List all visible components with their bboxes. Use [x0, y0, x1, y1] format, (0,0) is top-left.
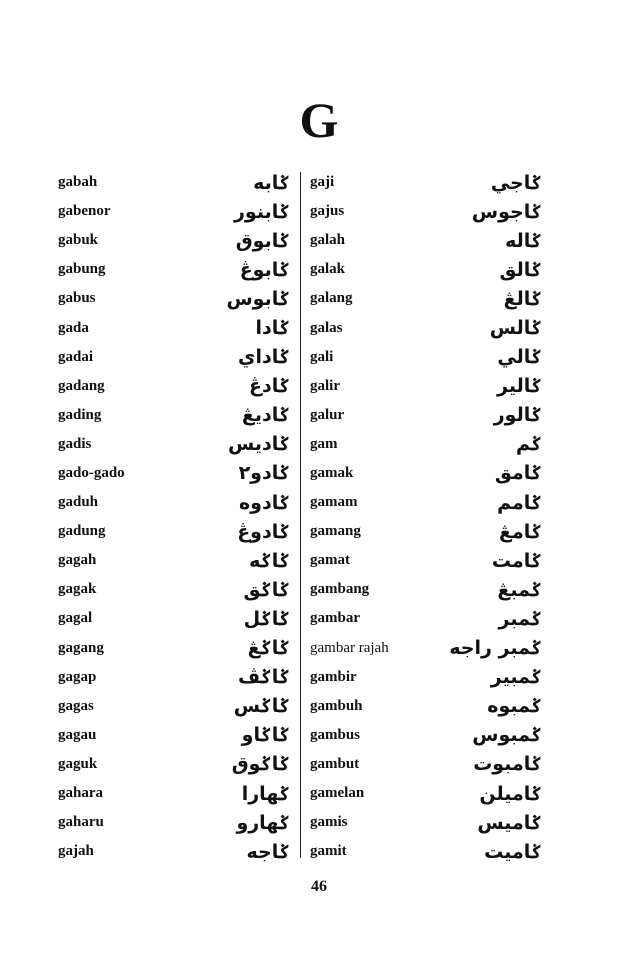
entry-latin: gambar [310, 610, 360, 627]
entry-latin: gagap [58, 668, 97, 685]
dictionary-entry [58, 721, 290, 750]
entry-latin: gali [310, 348, 334, 365]
entry-jawi: ݢاݢاو [241, 724, 290, 747]
dictionary-entry [310, 837, 542, 866]
entry-latin: gagak [58, 581, 97, 598]
entry-jawi: ݢالير [497, 375, 542, 398]
entry-jawi: ݢادو٢ [238, 462, 290, 485]
entry-latin: gamak [310, 464, 354, 481]
entry-latin: gadis [58, 435, 92, 452]
entry-latin: galas [310, 319, 343, 336]
dictionary-entry [58, 459, 290, 488]
entry-jawi: ݢاݢل [243, 607, 290, 630]
entry-jawi: ݢاميلن [479, 782, 542, 805]
dictionary-entry [310, 575, 542, 604]
dictionary-entry [310, 808, 542, 837]
entry-latin: gaji [310, 174, 335, 191]
dictionary-entry [310, 721, 542, 750]
dictionary-entry [310, 692, 542, 721]
entry-jawi: ݢاديڠ [241, 404, 290, 427]
entry-jawi: ݢابوق [235, 229, 290, 252]
dictionary-entry [310, 284, 542, 313]
entry-latin: gadai [58, 348, 94, 365]
dictionary-entry [58, 750, 290, 779]
entry-latin: gabenor [58, 203, 111, 220]
dictionary-entry [310, 663, 542, 692]
dictionary-entry [310, 459, 542, 488]
entry-jawi: ݢمبوس [472, 724, 542, 747]
entry-jawi: ݢاجي [490, 171, 542, 194]
entry-latin: gamit [310, 843, 347, 860]
dictionary-entry [58, 808, 290, 837]
dictionary-entry [58, 779, 290, 808]
entry-jawi: ݢادڠ [249, 375, 290, 398]
dictionary-entry [310, 604, 542, 633]
entry-jawi: ݢالور [493, 404, 542, 427]
entry-jawi: ݢامبوت [473, 753, 542, 776]
entry-latin: gambang [310, 581, 370, 598]
dictionary-entry [58, 692, 290, 721]
dictionary-entry [58, 575, 290, 604]
entry-latin: gagas [58, 697, 94, 714]
entry-jawi: ݢمبر [498, 607, 542, 630]
entry-jawi: ݢادوه [238, 491, 290, 514]
dictionary-entry [310, 430, 542, 459]
dictionary-entry [58, 517, 290, 546]
entry-latin: gada [58, 319, 89, 336]
page-letter-heading: G [299, 92, 339, 148]
entry-jawi: ݢاݢس [233, 695, 290, 718]
right-column [310, 168, 542, 866]
entry-latin: gambus [310, 726, 361, 743]
entry-jawi: ݢاديس [227, 433, 290, 456]
entry-jawi: ݢادا [255, 317, 290, 340]
entry-jawi: ݢاميس [477, 811, 542, 834]
dictionary-entry [58, 284, 290, 313]
entry-jawi: ݢمبوه [487, 695, 542, 718]
entry-jawi: ݢاميت [484, 840, 542, 863]
entry-latin: gaduh [58, 494, 99, 511]
entry-latin: gajah [58, 843, 94, 860]
dictionary-entry [310, 546, 542, 575]
entry-jawi: ݢالي [497, 346, 542, 369]
entry-latin: gambut [310, 755, 360, 772]
entry-latin: gagal [58, 610, 93, 627]
entry-latin: galur [310, 406, 345, 423]
entry-latin: gabung [58, 261, 106, 278]
entry-jawi: ݢالس [489, 317, 542, 340]
dictionary-entry [310, 488, 542, 517]
entry-latin: gamang [310, 523, 361, 540]
entry-jawi: ݢمبر راجه [449, 637, 542, 660]
entry-latin: gam [310, 435, 338, 452]
dictionary-entry [58, 372, 290, 401]
entry-jawi: ݢاݢوق [231, 753, 290, 776]
entry-jawi: ݢمبڠ [497, 578, 542, 601]
entry-latin: gading [58, 406, 102, 423]
entry-latin: gamat [310, 552, 350, 569]
entry-latin: galir [310, 377, 340, 394]
dictionary-entry [310, 401, 542, 430]
entry-jawi: ݢاجه [246, 840, 290, 863]
entry-latin: gahara [58, 785, 103, 802]
entry-jawi: ݢادوڠ [237, 520, 290, 543]
entry-latin: gambar rajah [310, 639, 389, 656]
entry-latin: gabah [58, 174, 98, 191]
entry-latin: gambuh [310, 697, 363, 714]
dictionary-entry [58, 226, 290, 255]
dictionary-entry [58, 663, 290, 692]
entry-jawi: ݢاݢه [249, 549, 290, 572]
entry-latin: gaharu [58, 814, 104, 831]
entry-latin: galah [310, 232, 346, 249]
dictionary-entry [58, 604, 290, 633]
dictionary-entry [58, 255, 290, 284]
dictionary-entry [58, 837, 290, 866]
dictionary-entry [310, 197, 542, 226]
dictionary-entry [310, 634, 542, 663]
dictionary-entry [58, 313, 290, 342]
dictionary-entry [58, 168, 290, 197]
dictionary-entry [310, 168, 542, 197]
entry-latin: gado-gado [58, 464, 125, 481]
dictionary-entry [310, 750, 542, 779]
entry-jawi: ݢم [515, 433, 542, 456]
dictionary-entry [310, 313, 542, 342]
dictionary-entry [310, 372, 542, 401]
left-column [58, 168, 290, 866]
entry-jawi: ݢهارا [241, 782, 290, 805]
entry-latin: gabuk [58, 232, 99, 249]
entry-latin: gadung [58, 523, 106, 540]
dictionary-entry [58, 401, 290, 430]
entry-latin: gamam [310, 494, 358, 511]
entry-jawi: ݢالق [499, 258, 542, 281]
entry-latin: gagang [58, 639, 104, 656]
dictionary-entry [310, 226, 542, 255]
dictionary-entry [310, 343, 542, 372]
entry-jawi: ݢاݢڤ [237, 666, 290, 689]
entry-jawi: ݢابوس [226, 287, 290, 310]
entry-latin: gamelan [310, 785, 365, 802]
dictionary-entry [58, 634, 290, 663]
entry-jawi: ݢهارو [236, 811, 290, 834]
entry-jawi: ݢاله [505, 229, 542, 252]
entry-jawi: ݢاݢق [243, 578, 290, 601]
column-divider [300, 172, 301, 858]
entry-jawi: ݢاݢڠ [247, 637, 290, 660]
dictionary-entry [58, 488, 290, 517]
entry-jawi: ݢامڠ [498, 520, 542, 543]
dictionary-entry [58, 343, 290, 372]
entry-jawi: ݢالڠ [503, 287, 542, 310]
entry-latin: gamis [310, 814, 348, 831]
entry-latin: gadang [58, 377, 105, 394]
entry-jawi: ݢابه [253, 171, 290, 194]
entry-latin: gambir [310, 668, 357, 685]
dictionary-entry [58, 546, 290, 575]
dictionary-entry [58, 430, 290, 459]
entry-jawi: ݢابنور [233, 200, 290, 223]
dictionary-entry [310, 255, 542, 284]
entry-jawi: ݢاداي [238, 346, 290, 369]
dictionary-entry [310, 517, 542, 546]
entry-jawi: ݢامت [491, 549, 542, 572]
entry-latin: gagau [58, 726, 97, 743]
entry-latin: galak [310, 261, 346, 278]
entry-latin: gajus [310, 203, 345, 220]
entry-jawi: ݢابوڠ [239, 258, 290, 281]
dictionary-entry [58, 197, 290, 226]
entry-jawi: ݢاجوس [471, 200, 542, 223]
entry-latin: gagah [58, 552, 97, 569]
entry-jawi: ݢامق [494, 462, 542, 485]
entry-latin: gabus [58, 290, 96, 307]
page-number: 46 [311, 878, 327, 895]
entry-jawi: ݢمبير [490, 666, 542, 689]
entry-latin: gaguk [58, 755, 98, 772]
entry-latin: galang [310, 290, 353, 307]
entry-jawi: ݢامم [497, 491, 542, 514]
dictionary-entry [310, 779, 542, 808]
